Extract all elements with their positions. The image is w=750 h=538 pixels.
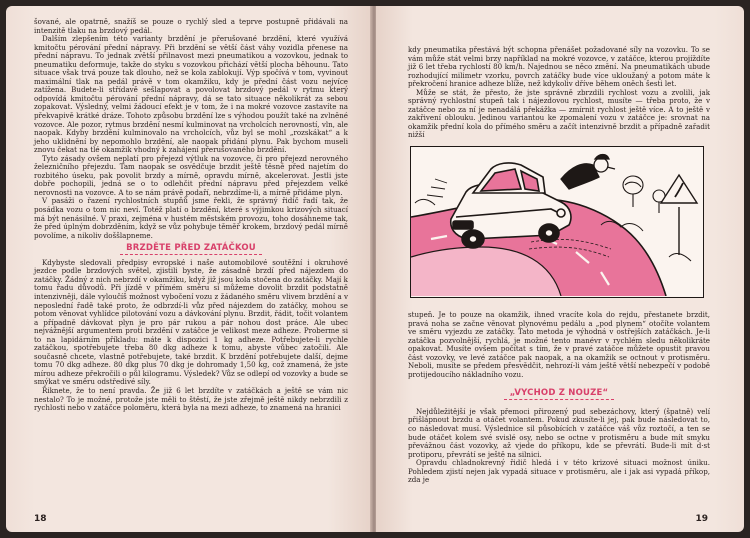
- paragraph: Tyto zásady ovšem neplatí pro přejezd výtluk na vozovce, či pro přejezd nerovného železničního přejezdu. Tam naopak se osvědčuje brzdit ještě těsně před najetím do rozbitého úseku, pak povolit brzdy a mírně, opravdu mírně, akcelerovat. Jestli jste dobře pochopili, jedná se o to odlehčit přední nápravu před přejezdem velké nerovnosti na vozovce. A to se nám právě podaří, nebrzdíme-li, a mírně přidáme plyn.: [34, 153, 348, 197]
- paragraph: Může se stát, že přesto, že jste správně zbrzdili rychlost vozu a zvolili, jak správný rychlostní stupeň tak i nájezdovou rychlost, musíte — třeba proto, že v zatáčce nebo za ní je nenadálá překážka — zmírnit rychlost ještě více. A to ještě v zakřivení oblouku. Jedinou variantou ke zpomalení vozu v zatáčce je: srovnat na okamžik přední kola do přímého směru a začít intenzivně brzdit a případně zařadit nižší: [408, 87, 710, 140]
- paragraph: Nejdůležitější je však přemoci přirozený pud sebezáchovy, který (špatně) velí přišlápnout brzdu a otáčet volantem. Pokud zkusíte-li jej, pak bude následovat to, co následovat musí. Výslednice sil působících v zatáčce váš vůz roztočí, a ten se bude otáčet kolem své svislé osy, nebo se octne v protisměru a bude mít smyku převážnou část vozovky, až vjede do příkopu, kde se převrátí. Bude-li mít d·st protiporu, převrátí se ještě na silnici.: [408, 406, 710, 459]
- book-spread: [6, 6, 744, 532]
- left-page: [6, 6, 372, 532]
- page-number: 19: [695, 514, 708, 524]
- paragraph: stupeň. Je to pouze na okamžik, ihned vracíte kola do rejdu, přestanete brzdit, pravá noha se začne věnovat plynovému pedálu a „pod plynem“ otočíte volantem ve směru vyjezdu ze zatáčky. Tato metoda je výhodná v ostřejších zatáčkách. Je-li zatáčka pozvolnější, rychlá, je možné tento manévr v rychlém sledu několikráte opakovat. Musíte ovšem počítat s tím, že v pravé zatáčce můžete opustit pravou část vozovky, ve levé zatáčce pak naopak, a na okamžik se octnout v protisměru. Neboli, musíte se předem přesvědčit, nehrozí-li vám ještě větší nebezpečí v podobě protijedoucího nákladního vozu.: [408, 310, 710, 379]
- right-text-column-top: [408, 46, 710, 140]
- section-heading: [408, 389, 710, 400]
- car-skid-drawing: [411, 147, 702, 296]
- paragraph: kdy pneumatika přestává být schopna přenášet požadované síly na vozovku. To se vám může stát velmi brzy například na mokré vozovce, v zatáčce, kterou projíždíte již 6 let třeba rychlostí 80 km/h. Najednou se něco změní. Na pneumatikách ubude rozhodující milimetr vzorku, povrch zatáčky bude více ukloužaný a potom máte k překročení hranice adheze blíže, než kdykoliv dříve během oněch šesti let.: [408, 45, 710, 89]
- paragraph: Kdybyste sledovali předpisy evropské i naše automobilové soutěžní i okruhové jezdce podle brzdových světel, zjistili byste, že zásadně brzdí před nájezdem do zatáčky. Žádný z nich nebrzdí v okamžiku, když již jsou kola stočena do zatáčky. Mají k tomu řadu důvodů. Při jízdě v přímém směru si můžeme dovolit brzdit podstatně intenzivněji, dále vyloučíš možnost vybočení vozu z žádaného směru vlivem brzdění a v neposlední řadě také proto, že odbrzdí-li vůz před nájezdem do zatáčky, mohou se potom věnovat vyhlídce pilotování vozu a dávkování plynu. Brzdit, řádit, točit volantem a případně dávkovat plyn je pro pár rukou a pár nohou dost práce. Ale ubec nejvážnější argumentem proti brzdění v zatáčce je velikost meze adheze. Proberme si to na lapidárním příkladu: máte k dispozici 1 kg adheze. Potřebujete-li rychle zatáčkou, spotřebujete třeba 80 dkg adheze k tomu, abyste vůbec zatočili. Ale současně chcete, vlastně potřebujete, také brzdit. K brzdění potřebujete další, dejme tomu 70 dkg adheze. 80 dkg plus 70 dkg je dohromady 1,50 kg, což znamená, že jste mírou adheze překročili o půl kilogramu. Výsledek? Vůz se odlepí od vozovky a bude se smýkat ve směru odstředivé síly.: [34, 257, 348, 387]
- car-skid-illustration: [410, 146, 704, 298]
- paragraph: Řiknete, že to není pravda. Že již 6 let brzdíte v zatáčkách a ještě se vám nic nestalo? To je možné, protože jste měli to štěstí, že jste zřejmě ještě nikdy nebrzdili z rychlosti nebo v zatáčce poloměru, která byla na mezi adheze, to znamená na hranici: [34, 385, 348, 413]
- page-number: 18: [34, 514, 47, 524]
- left-text-column: [34, 18, 348, 413]
- right-text-column-bottom: [408, 311, 710, 485]
- section-heading-text: BRZDĚTE PŘED ZATÁČKOU: [120, 244, 262, 255]
- right-page: [376, 6, 744, 532]
- section-heading: [34, 244, 348, 255]
- paragraph: šované, ale opatrně, snažíš se pouze o rychlý sled a teprve postupně přidávali na intenzitě tlaku na brzdový pedál.: [34, 17, 348, 35]
- paragraph: V pasáži o řazení rychlostních stupňů jsme řekli, že správný řidič řadí tak, že posádka vozu o tom nic neví. Totéž platí o brzdění, které s výjimkou krizových situací má být nenásilné. V praxi, zejména v hustém městském provozu, toho dosáhneme tak, že před úplným dobrzděním, když se vůz pohybuje těměř krokem, brzdový pedál mírně povolíme, a nikoliv doššlapneme.: [34, 196, 348, 240]
- paragraph: Dalším zlepšením této varianty brzdění je přerušované brzdění, které využívá kmitočtu pérování přední nápravy. Při brzdění se větší část váhy vozidla přenese na přední nápravu. To jednak zvětší přilnavost mezi pneumatikou a vozovkou, jednak to pneumatiku deformuje, takže do styku s vozovkou přichází větší plocha běhounu. Tato situace však trvá pouze tak dlouho, než se kola zablokují. Výp spočívá v tom, vyvinout maximální tlak na pedál právě v tom okamžiku, kdy je přední část vozu nejvíce zatížena. Budete-li střídavě sešlapovat a povolovat brzdový pedál v rytmu který odpovídá kmitočtu pérování přední nápravy, dá se tato situace několikrát za sebou zopakovat. Výsledný, velmi žádoucí efekt je v tom, že i na mokré vozovce zastavíte na překvapivě krátké dráze. Tohoto způsobu brzdění lze s výhodou použít také na zvlněné vozovce. Ale pozor, rytmus brzdění nesmí kulminovat na vrcholcích nerovností, vln, ale naopak. Kdyby brzdění kulminovalo na vrcholcích, vůz byl se mohl „rozskákat“ a k jeho uklidnění by nepomohlo brzdění, ale naopak přidání plynu. Pak bychom museli znovu čekat na tlé okamžik vhodný k zahájení přerušovaného brzdění.: [34, 34, 348, 155]
- section-heading-text: „VYCHOD Z NOUZE“: [504, 389, 615, 400]
- paragraph: Opravdu chladnokrevný řidič hledá i v této krizové situaci možnost úniku. Pohledem zjistí nejen jak vypadá situace v protisměru, ale i jak asi vypadá příkop, zda je: [408, 458, 710, 485]
